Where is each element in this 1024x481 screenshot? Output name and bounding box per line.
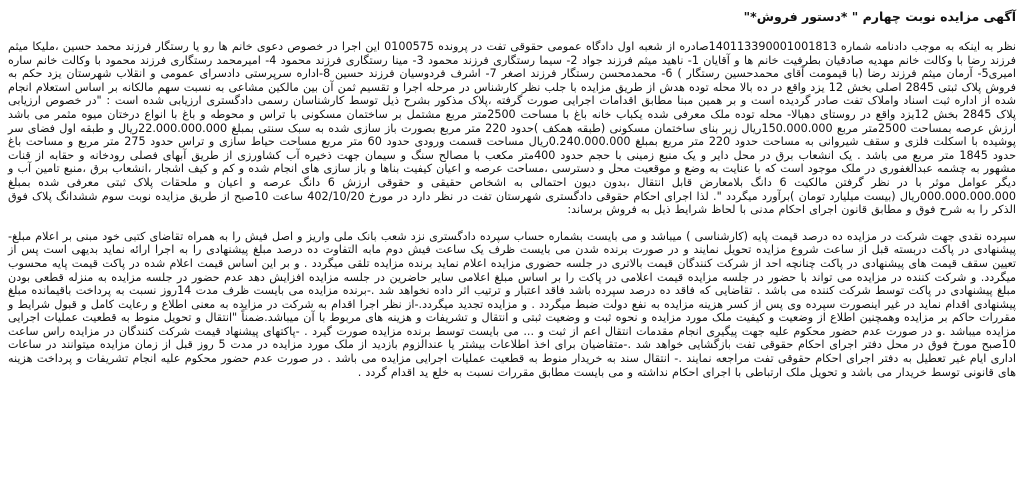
notice-body-paragraph-1: نظر به اینکه به موجب دادنامه شماره 140113390001001813صادره از شعبه اول دادگاه عمومی حقوقی تفت در پرونده 0100575 این اجرا در خصوص دعوی خانم ها رو یا رستگار فرزند محمد حسین ،ملیکا میثم فرزند رضا با وکالت خانم مهدیه صادقیان بطرفیت خانم ها و آقایان 1- ناهید میثم فرزند جواد 2- سیما رستگاری فرزند محمود 3- مینا رستگاری فرزند محمود 4- امیرمحمد رستگاری فرزند محمود با وکالت خانم ساره امیری5- آرمان میثم فرزند رضا (با قیمومت آقای محمدحسین رستگار ) 6- محمدمحسن رستگار فرزند اصغر 7- اشرف فردوسیان فرزند حسین 8-اداره سرپرستی دادسرای عمومی و انقلاب شهرستان یزد حکم به فروش پلاک ثبتی 2845 اصلی بخش 12 یزد واقع در ده بالا محله توده هدش از طریق مزایده با جلب نظر کارشناس در مرحله اجرا و تقسیم ثمن آن بین مالکین مشاعی به نسبت سهم مالکانه بر اساس استعلام انجام شده از اداره ثبت اسناد واملاک تفت صادر گردیده است و بر همین مبنا مطابق اقدامات اجرایی صورت گرفته ،پلاک مذکور بشرح ذیل توسط کارشناسان رسمی دادگستری ارزیابی شده است : "در خصوص ارزیابی پلاک 2845 بخش 12یزد واقع در روستای دهبالا- محله توده ملک معرفی شده یکباب خانه باغ با مساحت 2500متر مربع مشتمل بر ساختمان مسکونی با تراس و محوطه و باغ با انواع درختان میوه مثمر می باشد ارزش عرصه بمساحت 2500متر مربع 150.000.000ریال زیر بنای ساختمان مسکونی (طبقه همکف )حدود 220 متر مربع بصورت باز سازی شده به سبک سنتی بمبلغ 22.000.000.000ریال و طبقه اول فضای سر پوشیده با اسکلت فلزی و سقف شیروانی به مساحت حدود 220 متر مربع بمبلغ 0.240.000.000ریال مساحت قسمت ورودی حدود 60 متر مربع مساحت حیاط سازی و تراس حدود 275 متر مربع و مساحت باغ حدود 1845 متر مربع می باشد . یک انشعاب برق در محل دایر و یک منبع زمینی با حجم حدود 400متر مکعب با مصالح سنگ و سیمان جهت ذخیره آب کشاورزی از طریق آبهای فصلی رودخانه و حقابه از قنات مشهور به چشمه عبدالغفوری در ملک موجود است که با عنایت به وضع و موقعیت محل و دسترسی ،مساحت عرصه و اعیان کیفیت بناها و باز سازی های انجام شده و کم و کیف اشجار ،انشعاب برق ،منبع تامین آب و دیگر عوامل موثر با در نظر گرفتن مالکیت 6 دانگ بلامعارض قابل انتقال ،بدون دیون احتمالی به اشخاص حقیقی و حقوقی ارزش 6 دانگ عرصه و اعیان و ملحقات پلاک ثبتی معرفی شده بمبلغ 000.000.000.000ریال (بیست میلیارد تومان )برآورد میگردد ". لذا اجرای احکام حقوقی دادگستری شهرستان تفت در نظر دارد در مورخ 402/10/20 ساعت 10صبح از طریق مزایده نوبت سوم ششدانگ پلاک فوق الذکر را به شرح فوق و مطابق قانون اجرای احکام مدنی با لحاظ شرایط ذیل به فروش برساند: (8, 40, 1017, 217)
notice-title: آگهی مزایده نوبت چهارم " *دستور فروش*" (743, 9, 1016, 24)
notice-terms-paragraph-2: سپرده نقدی جهت شرکت در مزایده ده درصد قیمت پایه (کارشناسی ) میباشد و می بایست بشماره حساب سپرده دادگستری نزد شعب بانک ملی واریز و اصل فیش را به همراه تقاضای کتبی خود مبنی بر اعلام مبلغ- پیشنهادی در پاکت دربسته قبل از ساعت شروع مزایده تحویل نمایند و در صورت برنده شدن می بایست ظرف یک ساعت فیش دوم مابه التفاوت ده درصد مبلغ پیشنهادی را به اجرا ارائه نماید بدیهی است پس از تعیین سقف قیمت های پیشنهادی در پاکت چنانچه احد از شرکت کنندگان قیمت بالاتری در جلسه حضوری مزایده اعلام نماید برنده مزایده تلقی میگردد . و بر این اساس قیمت اعلام شده در پاکت قیمت پایه محسوب میگردد. و شرکت کننده در مزایده می تواند با حضور در جلسه مزایده قیمت اعلامی در پاکت را بر اساس مبلغ اعلامی سایر حاضرین در جلسه مزایده افزایش دهد عدم حضور در جلسه مزایده به منزله قطعی بودن مبلغ پیشنهادی در پاکت توسط شرکت کننده می باشد . تقاضایی که فاقد ده درصد سپرده باشد فاقد اعتبار و ترتیب اثر داده نخواهد شد .-برنده مزایده می بایست ظرف مدت 14روز نسبت به پرداخت باقیمانده مبلغ پیشنهادی اقدام نماید در غیر اینصورت سپرده وی پس از کسر هزینه مزایده به نفع دولت ضبط میگردد . و مزایده تجدید میگردد.-از نظر اجرا اقدام به شرکت در مزایده به معنی اطلاع و رعایت کامل و قبول شرایط و مقررات حاکم بر مزایده وهمچنین اطلاع از وضعیت و کیفیت ملک مورد مزایده و نحوه ثبت و وضعیت ثبتی و انتقال و تشریفات و هزینه های مربوط با آن میباشد.ضمناً "انتقال و تحویل منوط به قطعیت عملیات اجرایی مزایده میباشد .و در صورت عدم حضور محکوم علیه جهت پیگیری انجام مقدمات انتقال اعم از ثبت و ... می بایست توسط برنده مزایده صورت گیرد . -پاکتهای پیشنهاد قیمت شرکت کنندگان در مزایده راس ساعت 10صبح مورخ فوق در محل دفتر اجرای احکام حقوقی تفت بازگشایی خواهد شد .-متقاضیان برای اخذ اطلاعات بیشتر یا عندالزوم بازدید از ملک مورد مزایده در مدت 5 روز قبل از زمان مزایده میتوانند در ساعات اداری ایام غیر تعطیل به دفتر اجرای احکام حقوقی تفت مراجعه نمایند .- انتقال سند به خریدار منوط به قطعیت عملیات اجرایی مزایده می باشد . در صورت عدم حضور محکوم علیه انجام تشریفات و پرداخت هزینه های قانونی توسط خریدار می باشد و تحویل ملک ارتباطی با اجرای احکام نداشته و می بایست مطابق مقررات نسبت به خلع ید اقدام گردد . (8, 229, 1016, 379)
